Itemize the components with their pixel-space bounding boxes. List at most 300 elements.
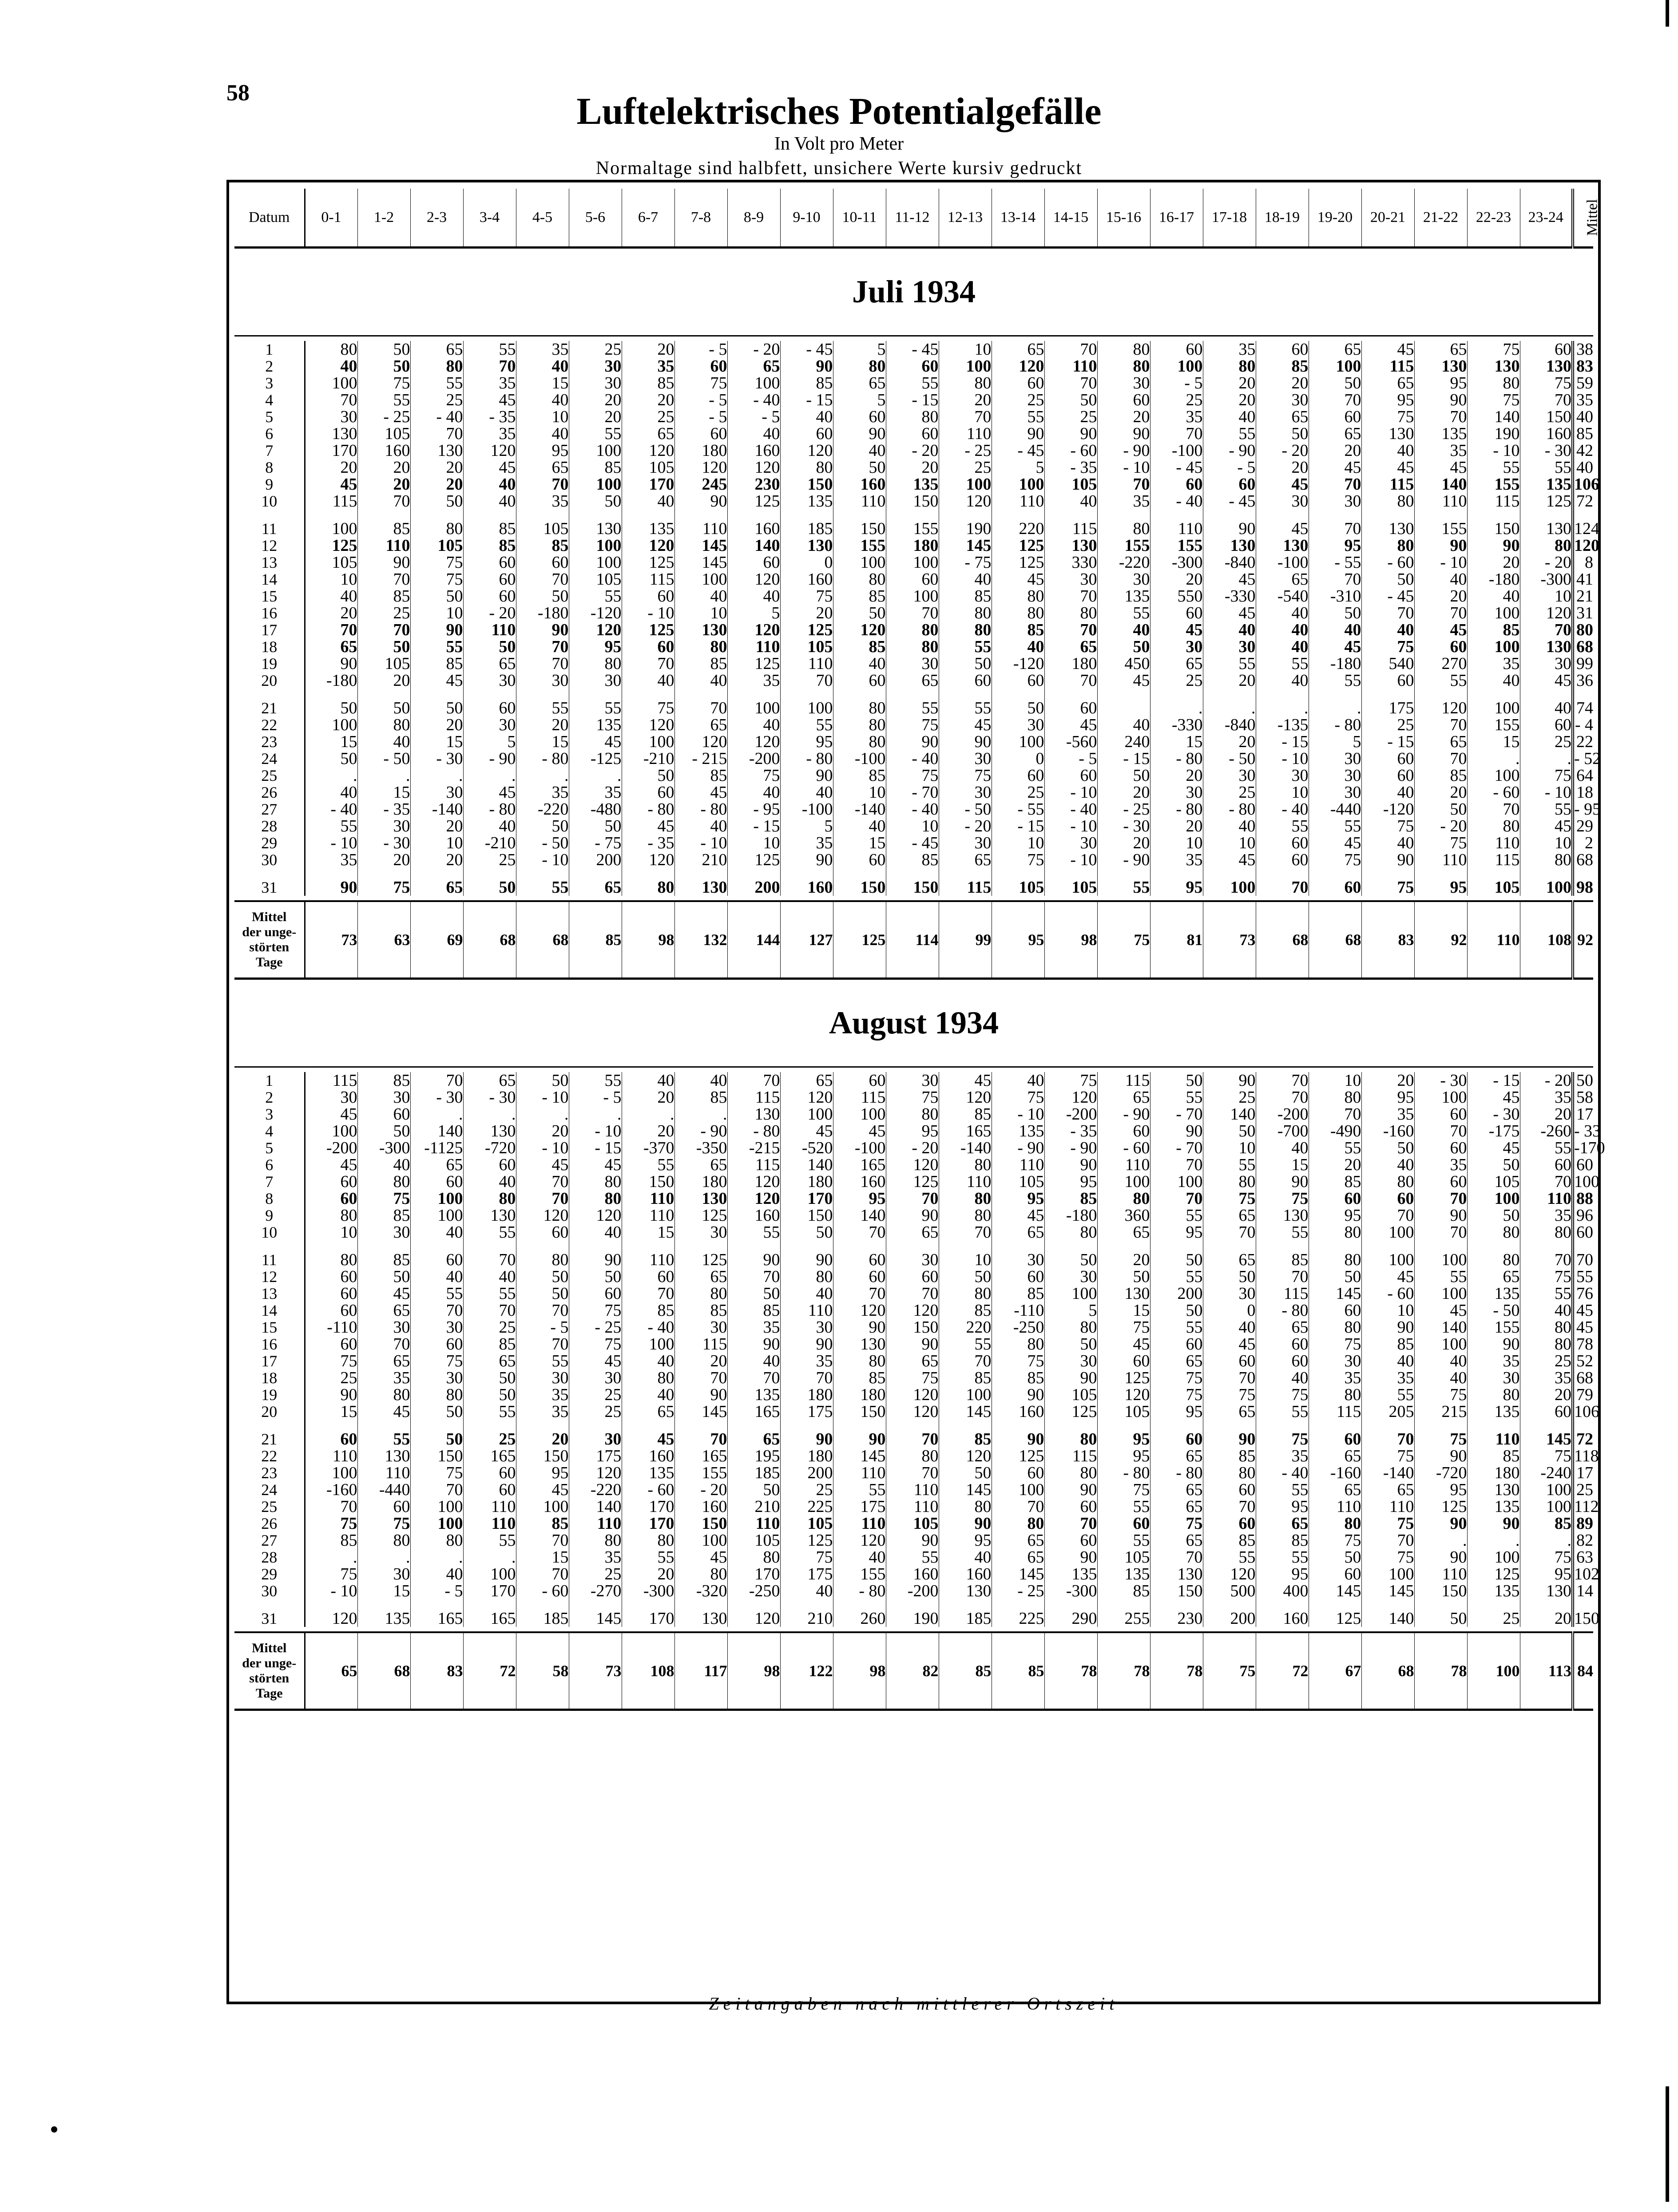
value-cell: -180 bbox=[1467, 571, 1520, 588]
value-cell: - 10 bbox=[622, 605, 674, 621]
daily-mean-cell: 14 bbox=[1573, 1583, 1593, 1599]
value-cell: 120 bbox=[886, 1156, 939, 1173]
daily-mean-cell: 118 bbox=[1573, 1448, 1593, 1464]
value-cell: 30 bbox=[886, 655, 939, 672]
mean-value-cell: 65 bbox=[305, 1632, 357, 1710]
table-row bbox=[234, 1190, 1593, 1207]
value-cell: 20 bbox=[1520, 1599, 1573, 1627]
value-cell: 60 bbox=[1044, 689, 1097, 716]
value-cell: 25 bbox=[463, 1319, 516, 1336]
value-cell: 90 bbox=[780, 1420, 833, 1448]
value-cell: 100 bbox=[727, 375, 780, 392]
value-cell: 100 bbox=[1414, 1089, 1467, 1106]
value-cell: 80 bbox=[357, 1532, 410, 1549]
time-note-footer: Zeitangaben nach mittlerer Ortszeit bbox=[709, 1994, 1119, 2014]
value-cell: 65 bbox=[886, 672, 939, 689]
value-cell: - 25 bbox=[992, 1583, 1044, 1599]
daily-mean-cell: 100 bbox=[1573, 1173, 1593, 1190]
value-cell: 60 bbox=[1309, 868, 1361, 896]
value-cell: 70 bbox=[516, 1532, 569, 1549]
table-row bbox=[234, 638, 1593, 655]
value-cell: 40 bbox=[727, 425, 780, 442]
value-cell: 50 bbox=[833, 459, 886, 476]
value-cell: -540 bbox=[1256, 588, 1309, 605]
value-cell: 100 bbox=[622, 733, 674, 750]
value-cell: 75 bbox=[1256, 1190, 1309, 1207]
value-cell: 30 bbox=[674, 1224, 727, 1241]
value-cell: 95 bbox=[1097, 1420, 1150, 1448]
value-cell: - 80 bbox=[622, 801, 674, 818]
value-cell: 50 bbox=[410, 1403, 463, 1420]
value-cell: - 5 bbox=[1203, 459, 1256, 476]
value-cell: 60 bbox=[1097, 1123, 1150, 1140]
value-cell: 125 bbox=[305, 537, 357, 554]
value-cell: 35 bbox=[516, 1386, 569, 1403]
value-cell: 50 bbox=[1150, 1302, 1203, 1319]
value-cell: 30 bbox=[305, 1089, 357, 1106]
value-cell: 60 bbox=[622, 1268, 674, 1285]
value-cell: 200 bbox=[1150, 1285, 1203, 1302]
value-cell: 180 bbox=[780, 1173, 833, 1190]
value-cell: 80 bbox=[410, 358, 463, 375]
value-cell: 145 bbox=[992, 1566, 1044, 1583]
value-cell: 95 bbox=[1520, 1566, 1573, 1583]
value-cell: - 10 bbox=[569, 1123, 622, 1140]
value-cell: 30 bbox=[1256, 493, 1309, 510]
value-cell: 40 bbox=[622, 1386, 674, 1403]
month-title: August 1934 bbox=[234, 979, 1593, 1067]
value-cell: 60 bbox=[992, 375, 1044, 392]
value-cell: 5 bbox=[780, 818, 833, 835]
value-cell: 150 bbox=[780, 476, 833, 493]
value-cell: 95 bbox=[1309, 537, 1361, 554]
value-cell: -100 bbox=[780, 801, 833, 818]
value-cell: 45 bbox=[1203, 851, 1256, 868]
day-number: 20 bbox=[234, 672, 305, 689]
value-cell: 25 bbox=[463, 851, 516, 868]
value-cell: 210 bbox=[727, 1498, 780, 1515]
table-row bbox=[234, 1403, 1593, 1420]
value-cell: 160 bbox=[992, 1403, 1044, 1420]
value-cell: 50 bbox=[516, 588, 569, 605]
value-cell: 110 bbox=[1309, 1498, 1361, 1515]
value-cell: 100 bbox=[939, 476, 992, 493]
value-cell: - 10 bbox=[516, 1140, 569, 1156]
value-cell: 110 bbox=[1520, 1190, 1573, 1207]
value-cell: 105 bbox=[1097, 1403, 1150, 1420]
value-cell: 125 bbox=[992, 1448, 1044, 1464]
value-cell: 100 bbox=[674, 571, 727, 588]
value-cell: 75 bbox=[1520, 1549, 1573, 1566]
table-row bbox=[234, 1106, 1593, 1123]
value-cell: 150 bbox=[833, 868, 886, 896]
value-cell: 125 bbox=[780, 1532, 833, 1549]
value-cell: 30 bbox=[1256, 767, 1309, 784]
value-cell: 50 bbox=[727, 1285, 780, 1302]
value-cell: - 35 bbox=[622, 835, 674, 851]
value-cell: 90 bbox=[1414, 1448, 1467, 1464]
value-cell: -370 bbox=[622, 1140, 674, 1156]
value-cell: 180 bbox=[1467, 1464, 1520, 1481]
value-cell: 65 bbox=[1097, 1224, 1150, 1241]
value-cell: 25 bbox=[357, 605, 410, 621]
table-row bbox=[234, 1369, 1593, 1386]
value-cell: 220 bbox=[939, 1319, 992, 1336]
value-cell: 70 bbox=[1414, 750, 1467, 767]
value-cell: 65 bbox=[305, 638, 357, 655]
value-cell: 185 bbox=[727, 1464, 780, 1481]
value-cell: 85 bbox=[622, 375, 674, 392]
value-cell: 45 bbox=[1309, 638, 1361, 655]
value-cell: 20 bbox=[622, 1566, 674, 1583]
value-cell: 70 bbox=[1414, 716, 1467, 733]
value-cell: 30 bbox=[305, 408, 357, 425]
value-cell: 40 bbox=[1097, 716, 1150, 733]
value-cell: 30 bbox=[357, 818, 410, 835]
value-cell: . bbox=[463, 767, 516, 784]
value-cell: 85 bbox=[1309, 1173, 1361, 1190]
value-cell: 180 bbox=[1044, 655, 1097, 672]
value-cell: 125 bbox=[1467, 1566, 1520, 1583]
value-cell: 85 bbox=[780, 375, 833, 392]
value-cell: 85 bbox=[833, 588, 886, 605]
value-cell: 40 bbox=[1256, 672, 1309, 689]
value-cell: 40 bbox=[410, 1268, 463, 1285]
value-cell: 150 bbox=[410, 1448, 463, 1464]
value-cell: 90 bbox=[886, 1532, 939, 1549]
value-cell: - 80 bbox=[1097, 1464, 1150, 1481]
value-cell: - 80 bbox=[1150, 801, 1203, 818]
value-cell: -300 bbox=[622, 1583, 674, 1599]
value-cell: . bbox=[410, 1549, 463, 1566]
value-cell: 40 bbox=[622, 493, 674, 510]
mean-value-cell: 132 bbox=[674, 901, 727, 979]
value-cell: 10 bbox=[1309, 1072, 1361, 1089]
value-cell: 95 bbox=[1361, 1089, 1414, 1106]
value-cell: 95 bbox=[833, 1190, 886, 1207]
value-cell: 80 bbox=[1361, 1173, 1414, 1190]
value-cell: 115 bbox=[1467, 493, 1520, 510]
value-cell: 260 bbox=[833, 1599, 886, 1627]
value-cell: - 60 bbox=[1467, 784, 1520, 801]
value-cell: 40 bbox=[1203, 621, 1256, 638]
value-cell: 60 bbox=[727, 554, 780, 571]
value-cell: 60 bbox=[357, 1106, 410, 1123]
value-cell: 75 bbox=[886, 767, 939, 784]
value-cell: 150 bbox=[833, 1403, 886, 1420]
value-cell: 65 bbox=[674, 716, 727, 733]
value-cell: 70 bbox=[305, 1498, 357, 1515]
value-cell: 130 bbox=[463, 1207, 516, 1224]
value-cell: 90 bbox=[1203, 510, 1256, 537]
value-cell: 110 bbox=[1414, 851, 1467, 868]
value-cell: 85 bbox=[305, 1532, 357, 1549]
value-cell: 70 bbox=[463, 1241, 516, 1268]
daily-mean-cell: 60 bbox=[1573, 1156, 1593, 1173]
value-cell: 175 bbox=[780, 1566, 833, 1583]
value-cell: 65 bbox=[780, 1072, 833, 1089]
value-cell: 20 bbox=[622, 1089, 674, 1106]
value-cell: -270 bbox=[569, 1583, 622, 1599]
value-cell: . bbox=[463, 1106, 516, 1123]
value-cell: 40 bbox=[463, 1173, 516, 1190]
value-cell: 105 bbox=[727, 1532, 780, 1549]
value-cell: 55 bbox=[886, 1549, 939, 1566]
value-cell: 90 bbox=[1044, 1481, 1097, 1498]
value-cell: - 60 bbox=[1361, 1285, 1414, 1302]
value-cell: 70 bbox=[1203, 1369, 1256, 1386]
value-cell: 85 bbox=[1256, 1532, 1309, 1549]
value-cell: 80 bbox=[939, 1207, 992, 1224]
value-cell: 50 bbox=[516, 1285, 569, 1302]
value-cell: 100 bbox=[939, 1386, 992, 1403]
value-cell: 60 bbox=[305, 1302, 357, 1319]
value-cell: 110 bbox=[305, 1448, 357, 1464]
value-cell: 20 bbox=[357, 476, 410, 493]
value-cell: 95 bbox=[939, 1532, 992, 1549]
table-row bbox=[234, 1140, 1593, 1156]
value-cell: 65 bbox=[463, 1353, 516, 1369]
value-cell: - 55 bbox=[1309, 554, 1361, 571]
value-cell: 175 bbox=[1361, 689, 1414, 716]
value-cell: 40 bbox=[674, 588, 727, 605]
value-cell: 55 bbox=[1256, 1224, 1309, 1241]
value-cell: 30 bbox=[569, 1420, 622, 1448]
value-cell: 25 bbox=[1203, 784, 1256, 801]
value-cell: -120 bbox=[569, 605, 622, 621]
value-cell: - 20 bbox=[727, 341, 780, 358]
day-number: 15 bbox=[234, 1319, 305, 1336]
daily-mean-cell: 120 bbox=[1573, 537, 1593, 554]
value-cell: 100 bbox=[1467, 605, 1520, 621]
value-cell: 125 bbox=[727, 493, 780, 510]
value-cell: - 10 bbox=[992, 1106, 1044, 1123]
value-cell: 125 bbox=[992, 554, 1044, 571]
mean-value-cell: 68 bbox=[516, 901, 569, 979]
day-number: 30 bbox=[234, 851, 305, 868]
value-cell: 95 bbox=[1414, 868, 1467, 896]
value-cell: 55 bbox=[305, 818, 357, 835]
value-cell: 65 bbox=[1150, 1353, 1203, 1369]
daily-mean-cell: 74 bbox=[1573, 689, 1593, 716]
value-cell: 145 bbox=[939, 537, 992, 554]
table-row bbox=[234, 392, 1593, 408]
value-cell: 120 bbox=[622, 716, 674, 733]
header-hour: 3-4 bbox=[463, 189, 516, 248]
value-cell: 30 bbox=[569, 358, 622, 375]
scan-dot bbox=[51, 2126, 57, 2133]
value-cell: 180 bbox=[674, 1173, 727, 1190]
value-cell: 30 bbox=[357, 1089, 410, 1106]
value-cell: 120 bbox=[727, 733, 780, 750]
value-cell: 75 bbox=[305, 1353, 357, 1369]
value-cell: 115 bbox=[1097, 1072, 1150, 1089]
value-cell: 45 bbox=[569, 733, 622, 750]
daily-mean-cell: - 4 bbox=[1573, 716, 1593, 733]
value-cell: 60 bbox=[1520, 716, 1573, 733]
value-cell: -200 bbox=[1256, 1106, 1309, 1123]
value-cell: - 30 bbox=[410, 750, 463, 767]
value-cell: 55 bbox=[727, 1224, 780, 1241]
value-cell: 70 bbox=[1361, 605, 1414, 621]
header-hour: 6-7 bbox=[622, 189, 674, 248]
value-cell: -180 bbox=[1309, 655, 1361, 672]
value-cell: 40 bbox=[1309, 621, 1361, 638]
value-cell: 70 bbox=[1414, 1224, 1467, 1241]
value-cell: 140 bbox=[1414, 476, 1467, 493]
value-cell: 70 bbox=[516, 1566, 569, 1583]
value-cell: 40 bbox=[1203, 1319, 1256, 1336]
value-cell: 80 bbox=[1467, 375, 1520, 392]
value-cell: 50 bbox=[357, 689, 410, 716]
value-cell: 80 bbox=[1097, 510, 1150, 537]
value-cell: 20 bbox=[886, 459, 939, 476]
mean-label-line: Tage bbox=[255, 955, 283, 969]
day-number: 11 bbox=[234, 1241, 305, 1268]
value-cell: 85 bbox=[1467, 1448, 1520, 1464]
value-cell: - 15 bbox=[1467, 1072, 1520, 1089]
value-cell: - 10 bbox=[1520, 784, 1573, 801]
value-cell: 85 bbox=[1256, 358, 1309, 375]
value-cell: 20 bbox=[410, 716, 463, 733]
value-cell: 60 bbox=[410, 1173, 463, 1190]
value-cell: 130 bbox=[939, 1583, 992, 1599]
value-cell: 80 bbox=[516, 1241, 569, 1268]
value-cell: 110 bbox=[1467, 1420, 1520, 1448]
value-cell: 80 bbox=[1097, 1190, 1150, 1207]
value-cell: 40 bbox=[516, 392, 569, 408]
value-cell: - 5 bbox=[516, 1319, 569, 1336]
value-cell: 70 bbox=[463, 1302, 516, 1319]
value-cell: 65 bbox=[1361, 1481, 1414, 1498]
value-cell: 65 bbox=[1150, 1498, 1203, 1515]
value-cell: 45 bbox=[463, 784, 516, 801]
mean-value-cell: 98 bbox=[727, 1632, 780, 1710]
mean-value-cell: 73 bbox=[1203, 901, 1256, 979]
value-cell: 80 bbox=[1097, 358, 1150, 375]
value-cell: 115 bbox=[1467, 851, 1520, 868]
value-cell: 65 bbox=[939, 851, 992, 868]
value-cell: 25 bbox=[939, 459, 992, 476]
value-cell: 115 bbox=[727, 1156, 780, 1173]
mean-value-cell: 83 bbox=[410, 1632, 463, 1710]
value-cell: 65 bbox=[992, 341, 1044, 358]
value-cell: 40 bbox=[1467, 588, 1520, 605]
value-cell: 145 bbox=[1520, 1420, 1573, 1448]
value-cell: 25 bbox=[569, 1403, 622, 1420]
value-cell: 80 bbox=[886, 621, 939, 638]
value-cell: 75 bbox=[1044, 1072, 1097, 1089]
day-number: 2 bbox=[234, 358, 305, 375]
value-cell: 20 bbox=[1203, 672, 1256, 689]
value-cell: - 35 bbox=[1044, 1123, 1097, 1140]
value-cell: 50 bbox=[1097, 767, 1150, 784]
value-cell: 210 bbox=[780, 1599, 833, 1627]
value-cell: -180 bbox=[1044, 1207, 1097, 1224]
value-cell: 75 bbox=[569, 1336, 622, 1353]
value-cell: 70 bbox=[357, 571, 410, 588]
value-cell: 160 bbox=[833, 1173, 886, 1190]
value-cell: 30 bbox=[569, 1369, 622, 1386]
daily-mean-cell: 21 bbox=[1573, 588, 1593, 605]
value-cell: 50 bbox=[1256, 425, 1309, 442]
value-cell: 110 bbox=[1097, 1156, 1150, 1173]
mean-value-cell: 85 bbox=[569, 901, 622, 979]
value-cell: - 35 bbox=[463, 408, 516, 425]
value-cell: 110 bbox=[992, 493, 1044, 510]
value-cell: 100 bbox=[674, 1532, 727, 1549]
mean-value-cell: 78 bbox=[1150, 1632, 1203, 1710]
value-cell: 120 bbox=[727, 1599, 780, 1627]
value-cell: 50 bbox=[516, 1072, 569, 1089]
value-cell: 105 bbox=[569, 571, 622, 588]
value-cell: 75 bbox=[886, 716, 939, 733]
value-cell: 15 bbox=[1256, 1156, 1309, 1173]
value-cell: 30 bbox=[1150, 638, 1203, 655]
value-cell: 130 bbox=[1044, 537, 1097, 554]
value-cell: 170 bbox=[463, 1583, 516, 1599]
value-cell: 20 bbox=[516, 1420, 569, 1448]
value-cell: 125 bbox=[727, 851, 780, 868]
value-cell: 35 bbox=[516, 1403, 569, 1420]
mean-label-line: der unge- bbox=[242, 1656, 297, 1670]
value-cell: 50 bbox=[357, 358, 410, 375]
value-cell: 60 bbox=[622, 784, 674, 801]
value-cell: 35 bbox=[516, 341, 569, 358]
value-cell: 45 bbox=[1361, 459, 1414, 476]
value-cell: 90 bbox=[727, 1241, 780, 1268]
value-cell: 55 bbox=[833, 1481, 886, 1498]
value-cell: 55 bbox=[1097, 1498, 1150, 1515]
value-cell: 30 bbox=[939, 835, 992, 851]
value-cell: 50 bbox=[939, 1464, 992, 1481]
value-cell: 100 bbox=[886, 554, 939, 571]
value-cell: 135 bbox=[1097, 1566, 1150, 1583]
value-cell: 60 bbox=[305, 1336, 357, 1353]
daily-mean-cell: 59 bbox=[1573, 375, 1593, 392]
value-cell: - 15 bbox=[1097, 750, 1150, 767]
header-mittel bbox=[1573, 189, 1601, 248]
value-cell: 90 bbox=[674, 493, 727, 510]
table-row bbox=[234, 868, 1593, 896]
value-cell: 100 bbox=[1414, 1285, 1467, 1302]
value-cell: 40 bbox=[357, 1156, 410, 1173]
value-cell: - 15 bbox=[727, 818, 780, 835]
value-cell: 175 bbox=[569, 1448, 622, 1464]
value-cell: 30 bbox=[886, 1241, 939, 1268]
value-cell: 60 bbox=[833, 1268, 886, 1285]
value-cell: 25 bbox=[1044, 408, 1097, 425]
value-cell: 100 bbox=[1361, 1241, 1414, 1268]
value-cell: - 215 bbox=[674, 750, 727, 767]
daily-mean-cell: 40 bbox=[1573, 459, 1593, 476]
value-cell: - 60 bbox=[622, 1481, 674, 1498]
mean-value-cell: 68 bbox=[1309, 901, 1361, 979]
value-cell: 5 bbox=[1309, 733, 1361, 750]
value-cell: 20 bbox=[1097, 835, 1150, 851]
value-cell: 150 bbox=[833, 510, 886, 537]
value-cell: 100 bbox=[992, 1481, 1044, 1498]
value-cell: 20 bbox=[410, 818, 463, 835]
value-cell: 65 bbox=[1256, 1515, 1309, 1532]
value-cell: 60 bbox=[1361, 672, 1414, 689]
value-cell: 100 bbox=[727, 689, 780, 716]
value-cell: 75 bbox=[569, 1302, 622, 1319]
mean-value-cell: 73 bbox=[569, 1632, 622, 1710]
value-cell: 125 bbox=[780, 621, 833, 638]
header-hour: 22-23 bbox=[1467, 189, 1520, 248]
value-cell: 35 bbox=[1256, 1448, 1309, 1464]
